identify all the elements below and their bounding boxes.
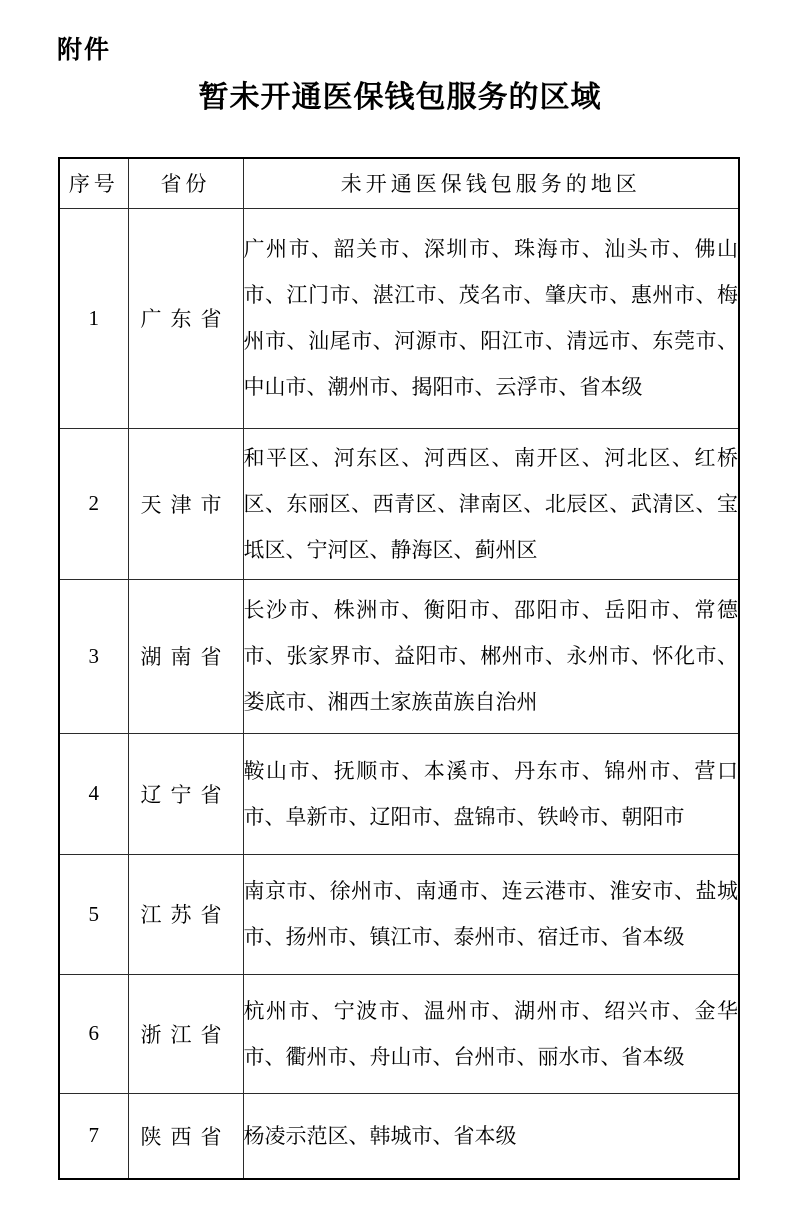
- table-row-shaanxi: [59, 1093, 739, 1179]
- province-name: 江苏省: [128, 854, 243, 974]
- table-row-guangdong: [59, 208, 739, 428]
- regions-list: 和平区、河东区、河西区、南开区、河北区、红桥区、东丽区、西青区、津南区、北辰区、武清区、宝坻区、宁河区、静海区、蓟州区: [243, 428, 739, 579]
- header-province: 省份: [128, 158, 243, 208]
- regions-list: 鞍山市、抚顺市、本溪市、丹东市、锦州市、营口市、阜新市、辽阳市、盘锦市、铁岭市、朝阳市: [243, 733, 739, 854]
- table-header-row: [59, 158, 739, 208]
- regions-table: [58, 157, 740, 1180]
- table-row-jiangsu: [59, 854, 739, 974]
- regions-list: 杭州市、宁波市、温州市、湖州市、绍兴市、金华市、衢州市、舟山市、台州市、丽水市、省本级: [243, 974, 739, 1093]
- header-regions: 未开通医保钱包服务的地区: [243, 158, 739, 208]
- province-name: 湖南省: [128, 579, 243, 733]
- table-row-tianjin: [59, 428, 739, 579]
- row-number: 2: [59, 428, 128, 579]
- row-number: 5: [59, 854, 128, 974]
- regions-list: 长沙市、株洲市、衡阳市、邵阳市、岳阳市、常德市、张家界市、益阳市、郴州市、永州市、怀化市、娄底市、湘西土家族苗族自治州: [243, 579, 739, 733]
- page-title: 暂未开通医保钱包服务的区域: [198, 81, 602, 114]
- header-serial-number: 序号: [59, 158, 128, 208]
- table-row-liaoning: [59, 733, 739, 854]
- row-number: 4: [59, 733, 128, 854]
- regions-list: 南京市、徐州市、南通市、连云港市、淮安市、盐城市、扬州市、镇江市、泰州市、宿迁市、省本级: [243, 854, 739, 974]
- row-number: 6: [59, 974, 128, 1093]
- province-name: 陕西省: [128, 1093, 243, 1179]
- row-number: 7: [59, 1093, 128, 1179]
- row-number: 1: [59, 208, 128, 428]
- province-name: 浙江省: [128, 974, 243, 1093]
- row-number: 3: [59, 579, 128, 733]
- province-name: 辽宁省: [128, 733, 243, 854]
- province-name: 天津市: [128, 428, 243, 579]
- table-row-hunan: [59, 579, 739, 733]
- attachment-label: 附件: [57, 37, 112, 64]
- regions-list: 广州市、韶关市、深圳市、珠海市、汕头市、佛山市、江门市、湛江市、茂名市、肇庆市、惠州市、梅州市、汕尾市、河源市、阳江市、清远市、东莞市、中山市、潮州市、揭阳市、云浮市、省本级: [243, 208, 739, 428]
- table-row-zhejiang: [59, 974, 739, 1093]
- regions-list: 杨凌示范区、韩城市、省本级: [243, 1093, 739, 1179]
- province-name: 广东省: [128, 208, 243, 428]
